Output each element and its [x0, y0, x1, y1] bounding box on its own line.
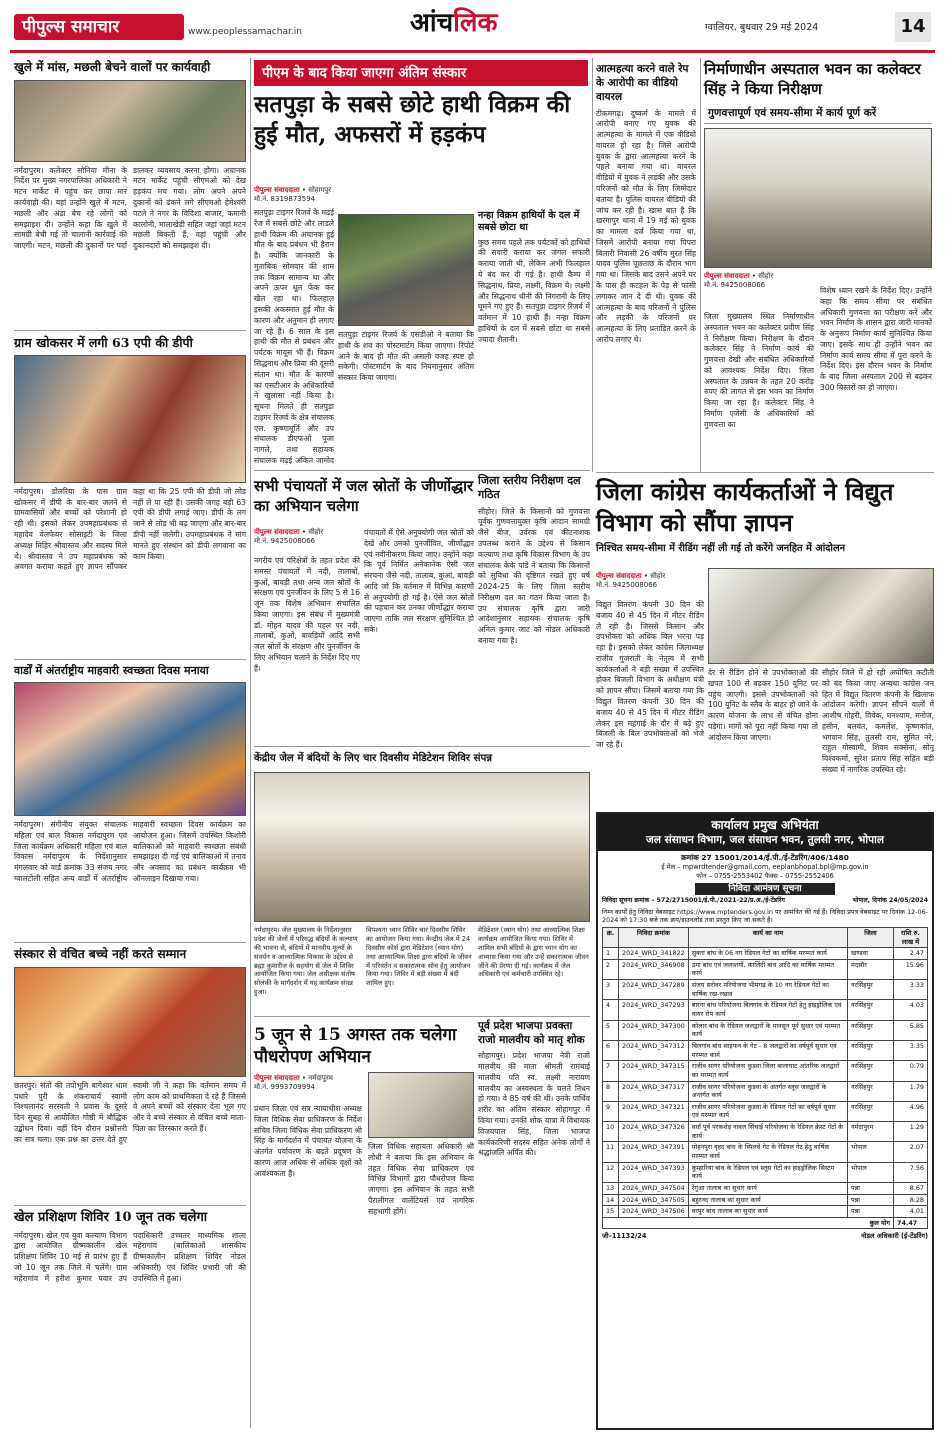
tender-cell: पन्ना: [848, 1182, 894, 1194]
story-body: टीकमगढ़। दुष्कर्म के मामले में आरोपी बनाए गए युवक की आत्महत्या के मामले में एक वीडियो वायरल हो रहा है। जिसे आरोपी युवक के द्वारा आत्महत्या करने के पहले बनाया गया था। वायरल वीडियो में युवक ने लड़की और उसके परिजनों को मौत के लिए जिम्मेदार बताया है। पुलिस वायरल वीडियो की जांच कर रही है। खास बात है कि खरगापुर थाना में 19 मई को युवक का मामला दर्ज किया गया था, जिसमें आरोपी बनाया गया पिपरा बिलारी निवासी 26 वर्षीय मुरत सिंह यादव पुलिस पूछताछ के दौरान भाग गया था। जिसके बाद उसने अपने घर के पास ही कटहल के पेड़ से फांसी लगाकर जान दे दी थी। युवक की आत्महत्या के बाद परिजनों ने पुलिस और लड़की के परिजनों पर आत्महत्या के लिए प्रताड़ित करने के आरोप लगाए थे।: [596, 108, 696, 344]
lead-byline: पीपुल्स संवाददाता • सोहागपुर मो.नं. 8319873594: [254, 186, 332, 204]
lead-body: सतपुड़ा टाइगर रिजर्व के मढ़ई रेंज में सबसे छोटे और लाडले हाथी विक्रम की अचानक हुई मौत के बाद प्रबंधन भी हैरान है। क्योंकि जानकारी के मुताबिक सोमवार की शाम तक विक्रम सामान्य था और अपने ऊपर धूल फेंक कर खेल रहा था। फिलहाल इसकी अकस्मात हुई मौत के कारण और अनुमान ही लगाए जा रहे हैं। 6 साल के इस हाथी की मौत से प्रबंधन और पर्यटक मायूस भी हैं। विक्रम सिद्धनाथ और प्रिया की दूसरी संतान था। मौत के कारणों का एसटीआर के अधिकारियों ने खुलासा नहीं किया है। सूचना मिलते ही सतपुड़ा टाइगर रिजर्व के क्षेत्र संचालक एल. कृष्णामूर्ति और उप संचालक डीएफओ पूजा नागले, तथा सहायक संचालक मढ़ई अंकित जामोद: [254, 208, 334, 465]
tender-cell: 2024_WRD_347321: [619, 1101, 689, 1121]
tender-row: [603, 959, 928, 979]
byline-phone: मो.नं. 9425008066: [596, 581, 658, 590]
congress-photo: [708, 568, 934, 664]
tender-cell: 2024_WRD_347289: [619, 980, 689, 1000]
tender-cell: बारना बांध परियोजना बिलगांव के रेडियल गेटों हेतु हाइड्रोलिक एवं वायर रोप कार्य: [688, 1000, 847, 1020]
col1: [14, 58, 246, 1428]
tender-cell: भोपाल: [848, 1162, 894, 1182]
jail-caption: मेडिटेशन (ध्यान योग) तथा आध्यात्मिक शिक्षा कार्यक्रम आयोजित किया गया। शिविर में शामिल सभी बंदियों के द्वारा ध्यान योग का अभ्यास किया गया और उन्हें सकारात्मक जीवन जीने की प्रेरणा दी गई। कार्यक्रम में जेल अधिकारी एवं कर्मचारी उपस्थित रहे।: [478, 926, 589, 979]
tender-cell: 11: [603, 1142, 619, 1162]
jail-headline[interactable]: केंद्रीय जेल में बंदियों के लिए चार दिवसीय मेडिटेशन शिविर संपन्न: [254, 752, 493, 764]
tender-cell: नरसिंहपुर: [848, 1040, 894, 1060]
jail-caption: नर्मदापुरम। जेल मुख्यालय के निर्देशानुसार प्रदेश की जेलों में परिरुद्ध बंदियों के कल्याण की भावना से, बंदियों में मानवीय मूल्यों के संवर्धन व आध्यात्मिक विकास के उद्देश्य से ब्रह्मा कुमारीज के सहयोग से जेल में शिविर आयोजित किया गया। जेल अधीक्षक संतोष सोलंकी के मार्गदर्शन में यह कार्यक्रम संपन्न हुआ।: [254, 926, 358, 997]
jail-meditation-photo: [254, 772, 590, 922]
tender-cell: 1.29: [894, 1122, 928, 1142]
byline-phone: मो.नं. 9993709994: [254, 1083, 316, 1092]
lead-kicker: पीएम के बाद किया जाएगा अंतिम संस्कार: [254, 60, 588, 86]
lead-headline[interactable]: सतपुड़ा के सबसे छोटे हाथी विक्रम की हुई मौत, अफसरों में हड़कंप: [254, 91, 571, 148]
tender-cell: 15: [603, 1206, 619, 1218]
story-headline[interactable]: ग्राम खोकसर में लगी 63 एपी की डीपी: [14, 334, 193, 350]
story-body: छतरपुर। संतों की तपोभूमि बागेश्वर धाम पधारे पुरी के शंकराचार्य स्वामी निश्चलानंद सरस्वती ने प्रवास के दूसरे दिन सुबह से आयोजित गोष्ठी में बौद्धिक उद्बोधन दिया। वहीं दिन दौरान प्रश्नोत्तरी का सत्र चला। एक प्रश्न का उत्तर देते हुए स्वामी जी ने कहा कि वर्तमान समय में लोग काम को प्राथमिकता दे रहे हैं जिससे वे अपने बच्चों को संस्कार देना भूल गए और वे बच्चे संस्कार से वंचित बच्चे माता-पिता का तिरस्कार करते हैं।: [14, 1080, 246, 1144]
tender-cell: 15.96: [894, 959, 928, 979]
tender-total-value: 74.47: [894, 1217, 928, 1229]
lead-sidebar: [478, 210, 590, 466]
tender-cell: पन्ना: [848, 1206, 894, 1218]
tender-cell: 8.67: [894, 1182, 928, 1194]
tender-col-header: जिला: [848, 927, 894, 947]
tender-cell: 2024_WRD_341822: [619, 948, 689, 960]
tender-cell: रेंगुआ तालाब का सुधार कार्य: [688, 1182, 847, 1194]
tender-cell: 0.79: [894, 1061, 928, 1081]
plantation-body: प्रधान जिला एवं सत्र न्यायाधीश अध्यक्ष जिला विधिक सेवा प्राधिकरण के निर्देश संचिव जिला विधिक सेवा प्राधिकरण श्री सिंह के मार्गदर्शन में पंचायत योजना के अंतर्गत पर्यावरण के बढ़ते प्रदूषण के कारण आज अधिक से अधिक वृक्षों को आवश्यकता है।: [254, 1104, 362, 1178]
section-title-prefix: आंच: [410, 8, 454, 38]
tender-cell: संजय सरोवर परियोजना भीमगढ़ के 10 नग रेडियल गेटों का वार्षिक रख-रखाव: [688, 980, 847, 1000]
tender-cell: 2: [603, 959, 619, 979]
tender-cell: 8: [603, 1081, 619, 1101]
tender-cell: 9: [603, 1101, 619, 1121]
tender-footer-ref: जी–11132/24: [602, 1232, 647, 1241]
story-body: विशेष ध्यान रखने के निर्देश दिए। उन्होंने कहा कि समय सीमा पर संबंधित अधिकारी गुणवत्ता का परीक्षण करें और भवन निर्माण के शासन द्वारा जारी मानकों के अनुरूप निर्माण कार्य सुनिश्चित किया जाए। इसके साथ ही उन्होंने भवन का निर्माण कार्य समय सीमा में पूरा करने के निर्देश दिए। इस दौरान भवन के निर्माण के बाद जिला अस्पताल 200 से बढ़कर 300 बिस्तरों का हो जाएगा।: [820, 286, 932, 393]
column-rule: [592, 58, 593, 472]
tender-total-row: [603, 1217, 928, 1229]
tender-cell: 2024_WRD_347393: [619, 1162, 689, 1182]
dateline: ग्वालियर, बुधवार 29 मई 2024: [705, 22, 819, 33]
tender-cell: 2024_WRD_346908: [619, 959, 689, 979]
story-headline[interactable]: पूर्व प्रदेश भाजपा प्रवक्ता राजो मालवीय को मातृ शोक: [478, 1020, 585, 1046]
divider: [14, 1205, 246, 1206]
congress-body: विद्युत वितरण कंपनी 30 दिन की बजाय 40 से 45 दिन में मीटर रीडिंग ले रही है। जिससे किसान और उपभोक्ता को अधिक बिल भरना पड़ रहा है। इसको लेकर कांग्रेस जिलाध्यक्ष राजीव गुजराती के नेतृत्व में सभी कार्यकर्ताओं ने बड़ी संख्या में उपस्थित होकर बिजली विभाग के अधीक्षण यंत्री को ज्ञापन सौंपा। जिसमें बताया गया कि विद्युत वितरण कंपनी 30 दिन की बजाय 40 से 45 दिन में मीटर रीडिंग लेकर इस महंगाई के दौर में बढ़े हुए बिजली के बिल उपभोक्ताओं को भेजे जा रहे हैं।: [596, 600, 704, 750]
shankaracharya-photo: [14, 967, 246, 1077]
tender-cell: 2024_WRD_347315: [619, 1061, 689, 1081]
sidebar-headline[interactable]: नन्हा विक्रम हाथियों के दल में सबसे छोटा था: [478, 210, 580, 234]
tender-cell: बिलगांव बांध साइफन के गेट - 8 जलद्वारों का वर्षपूर्व सुधार एवं मरम्मत कार्य: [688, 1040, 847, 1060]
byline-office: पीपुल्स संवाददाता: [704, 272, 750, 280]
tender-cell: 2024_WRD_347300: [619, 1020, 689, 1040]
tender-cell: मोहनपुरा वृहद बांध के स्पिलवे गेट के रेडियल गेट हेतु वार्षिक मरम्मत कार्य: [688, 1142, 847, 1162]
tender-cell: 2024_WRD_347504: [619, 1182, 689, 1194]
lead-body-tail: सतपुड़ा टाइगर रिजर्व के एसडीओ ने बताया कि हाथी के शव का पोस्टमार्टम किया जाएगा। रिपोर्ट आने के बाद ही मौत की असली वजह स्पष्ट हो सकेगी। पोस्टमार्टम के बाद नियमानुसार अंतिम संस्कार किया जाएगा।: [338, 330, 474, 383]
byline-office: पीपुल्स संवाददाता: [254, 186, 300, 194]
tender-cell: पन्ना: [848, 1194, 894, 1206]
tender-col-header: निविदा क्रमांक: [619, 927, 689, 947]
tender-row: [603, 1142, 928, 1162]
tender-table-body: [603, 948, 928, 1218]
tender-notice-date: भोपाल, दिनांक 24/05/2024: [852, 897, 928, 905]
tender-total-label: कुल योग: [603, 1217, 894, 1229]
tender-cell: 2024_WRD_347391: [619, 1142, 689, 1162]
byline-office: पीपुल्स संवाददाता: [254, 528, 300, 536]
jail-caption: विपश्यना ध्यान शिविर चार दिवसीय शिविर का आयोजन किया गया। केन्द्रीय जेल में 24 दिवसीय कोर्स द्वारा मेडिटेशन (ध्यान योग) तथा आध्यात्मिक शिक्षा द्वारा बंदियों के जीवन में परिवर्तन व सकारात्मक सोच हेतु आयोजन किया गया। शिविर में बड़ी संख्या में बंदी शामिल हुए।: [366, 926, 472, 988]
byline-office: पीपुल्स संवाददाता: [254, 1074, 300, 1082]
website-url[interactable]: www.peoplessamachar.in: [188, 27, 302, 37]
story-headline[interactable]: संस्कार से वंचित बच्चे नहीं करते सम्मान: [14, 947, 187, 962]
tender-cell: राजीव सागर परियोजना कुडवा जिला बालाघाट आंतरिक जलद्वारों का मरम्मत कार्य: [688, 1061, 847, 1081]
panchayat-byline: पीपुल्स संवाददाता • सीहोर मो.नं. 9425008066: [254, 528, 324, 546]
tender-row: [603, 1182, 928, 1194]
tender-cell: खण्डवा: [848, 948, 894, 960]
story-body: नर्मदापुरम। संगीनीय संयुक्त संचालक महिला एवं बाल विकास नर्मदापुरम एवं जिला कार्यक्रम अधिकारी महिला एवं बाल विकास नर्मदापुरम के निर्देशानुसार मंगलवार को वार्ड क्रमांक 33 संजय नगर ग्वालटोली सहित अन्य वार्डों में अंतर्राष्ट्रीय माहवारी स्वच्छता दिवस कार्यक्रम का आयोजन हुआ। जिसमें उपस्थित किशोरी बालिकाओं को माहवारी स्वच्छता संबंधी समझाइश दी गई एवं बालिकाओं में तनाव और अवसाद का प्रबंधन कार्यक्रम भी ऑनलाइन दिखाया गया।: [14, 820, 246, 884]
tender-cell: नरसिंहपुर: [848, 980, 894, 1000]
divider: [254, 1016, 590, 1017]
congress-body: देर से रीडिंग होने से उपभोक्ताओं की खपत 100 से बढ़कर 150 यूनिट पर पहुंच जाएगी। इससे उपभोक्ताओं को 100 यूनिट के स्लैब के बाहर हो जाने के कारण योजना के लाभ से वंचित होना पड़ेगा। मांगों को पूरा नहीं किया गया तो आंदोलन किया जाएगा।: [708, 668, 818, 742]
divider: [14, 659, 246, 660]
tender-cell: 6: [603, 1040, 619, 1060]
tender-cell: 4.03: [894, 1000, 928, 1020]
dp-photo: [14, 355, 246, 483]
tender-cell: 7.56: [894, 1162, 928, 1182]
divider: [596, 472, 934, 473]
story-body: नर्मदापुरम। खेल एवं युवा कल्याण विभाग द्वारा आयोजित ग्रीष्मकालीन खेल प्रशिक्षण शिविर 10 मई से प्रारंभ हुए हैं जो 10 जून तक जिले में चलेंगे। ग्राम महेरागांव में हरीश कुमार पवार उप पदाधिकारी उच्चतर माध्यमिक शाला महेरागांव (बालिकाओं शासकीय ग्रीष्मकालीन प्रशिक्षण शिविर नोडल अधिकारी) एवं शिविर प्रभारी जी की उपस्थिति में हुआ।: [14, 1230, 246, 1283]
tender-col-header: राशि रु. लाख में: [894, 927, 928, 947]
tender-col-header: कार्य का नाम: [688, 927, 847, 947]
tender-row: [603, 1061, 928, 1081]
tender-cell: राजीव सागर परियोजना कुडवा के अंतर्गत स्लूस जलद्वारों के अन्तर्गत कार्य: [688, 1081, 847, 1101]
byline-place: सीहोर: [650, 572, 666, 580]
tender-table-header: [603, 927, 928, 947]
tender-row: [603, 1101, 928, 1121]
shok-story: [478, 1020, 590, 1420]
tender-footer-sign: नोडल अधिकारी (ई-टेंडरिंग): [861, 1232, 928, 1241]
byline-place: नर्मदापुरम: [308, 1074, 333, 1082]
tender-cell: वरपुर बांध तालाब का सुधार कार्य: [688, 1206, 847, 1218]
byline-phone: मो.नं. 9425008066: [254, 537, 316, 546]
tender-cell: भोपाल: [848, 1142, 894, 1162]
tender-department: जल संसाधन विभाग, जल संसाधन भवन, तुलसी नगर, भोपाल: [646, 834, 884, 847]
tender-row: [603, 948, 928, 960]
tender-cell: 5: [603, 1020, 619, 1040]
tender-row: [603, 1194, 928, 1206]
column-rule: [250, 58, 251, 1428]
tender-cell: 14: [603, 1194, 619, 1206]
plantation-headline[interactable]: 5 जून से 15 अगस्त तक चलेगा पौधरोपण अभियान: [254, 1025, 457, 1068]
panchayat-headline[interactable]: सभी पंचायतों में जल स्रोतों के जीर्णोद्धार का अभियान चलेगा: [254, 477, 474, 516]
story-headline[interactable]: वार्डों में अंतर्राष्ट्रीय माहवारी स्वच्छता दिवस मनाया: [14, 663, 209, 677]
byline-place: सोहागपुर: [308, 186, 332, 194]
congress-subhead: निश्चित समय-सीमा में रीडिंग नहीं ली गई तो करेंगे जनहित में आंदोलन: [596, 543, 846, 554]
tender-row: [603, 1020, 928, 1040]
tender-header: [598, 814, 932, 851]
tender-cell: सुक्ता बांध के 06 नग रेडियल गेटों का वार्षिक मरम्मत कार्य: [688, 948, 847, 960]
masthead-rule: [10, 50, 935, 53]
tender-cell: 3: [603, 980, 619, 1000]
page-number: 14: [895, 12, 931, 42]
section-title-suffix: लिक: [453, 8, 498, 38]
tender-cell: कोलार बांध के रेडियल जलद्वारों के मानसून पूर्व सुधार एवं मरम्मत कार्य: [688, 1020, 847, 1040]
video-story: [596, 62, 696, 468]
tender-cell: 2024_WRD_347312: [619, 1040, 689, 1060]
plantation-byline: पीपुल्स संवाददाता • नर्मदापुरम मो.नं. 9993709994: [254, 1074, 333, 1092]
tender-cell: 3.33: [894, 980, 928, 1000]
tender-cell: 4.96: [894, 1101, 928, 1121]
tender-cell: 10: [603, 1122, 619, 1142]
story-body: सीहोर। जिले के किसानों को गुणवत्ता पूर्वक गुणवत्तायुक्त कृषि आदान सामग्री जैसे बीज, उर्वरक एवं कीटनाशक उपलब्ध कराने के उद्देश्य से किसान कल्याण तथा कृषि विकास विभाग के उप संचालक केके पांडे ने बताया कि किसानों को सुविधा की दृष्टिगत रखते हुए वर्ष 2024-25 के लिए जिला स्तरीय निरीक्षण दल का गठन किया जाता है। उप संचालक कृषि द्वारा जारी आदेशानुसार सहायक संचालक कृषि अनिल कुमार जाट को नोडल अधिकारी बनाया गया है।: [478, 506, 590, 645]
tender-ref: क्रमांक 27 15001/2014/ई.पी./ई-टेंडरिंग/406/1480: [681, 853, 849, 863]
tender-cell: 2024_WRD_347317: [619, 1081, 689, 1101]
tender-notice: [596, 812, 934, 1430]
plantation-body: जिला विधिक सहायता अधिकारी श्री लोधी ने बताया कि इस अभियान के तहत विधिक सेवा प्राधिकरण एवं विभिन्न विभागों द्वारा पौधरोपण किया जाएगा। इस अभियान के तहत सभी पैरालीगल वालेंटियर्स एवं नागरिक सहभागी होंगे।: [368, 1142, 474, 1216]
tender-cell: 7: [603, 1061, 619, 1081]
tender-notice-meta: [598, 897, 932, 905]
tender-cell: 2.47: [894, 948, 928, 960]
divider: [14, 942, 246, 943]
tender-cell: राजीव सागर परियोजना कुडवा के रेडियल गेटों का वर्षपूर्व सुधार एवं मरम्मत कार्य: [688, 1101, 847, 1121]
tender-table: [602, 927, 928, 1230]
tender-cell: 8.28: [894, 1194, 928, 1206]
byline-office: पीपुल्स संवाददाता: [596, 572, 642, 580]
congress-byline: पीपुल्स संवाददाता • सीहोर मो.नं. 9425008066: [596, 572, 666, 590]
tender-cell: 5.85: [894, 1020, 928, 1040]
story-body: नर्मदापुरम। कलेक्टर सोनिया मीना के निर्देश पर मुख्य नगरपालिका अधिकारी ने मटन मार्केट में पहुंच कर छापा मार कार्यवाही की। यहां उन्होंने खुले में मटन, मछली और अंडा बेच रहे लोगों को समझाइश दी। उन्होंने कहा कि खुले में सामग्री बेची गई तो चालानी कार्रवाई की जाएगी। मटन, मछली की दुकानों पर पर्दा डालकर व्यवसाय करना होगा। अचानक मटन मार्केट पहुंची सीएमओ को देख हड़कंप मच गया। लोग अपने अपने दुकानों को ढंकने लगे सीएमओ हेमेश्वरी पटले ने नगर के विदिशा बाजार, कमानी कालोनी, मालाखेड़ी सहित जहां जहां मटन मछली बिकती हैं, वहां पहुंची और दुकानदारों को समझाइश दी।: [14, 165, 246, 251]
story-headline[interactable]: खुले में मांस, मछली बेचने वालों पर कार्यवाही: [14, 60, 211, 74]
tender-footer: [598, 1229, 932, 1244]
tender-intro: निम्न कार्यों हेतु निविदा वेबसाइट https://www.mptenders.gov.in पर आमंत्रित की गई हैं। निविदा प्रपत्र वेबसाइट पर दिनांक 12-06-2024 को 17:30 बजे तक क्रय/डाउनलोड तथा प्रस्तुत किए जा सकते हैं।: [602, 907, 928, 925]
tender-col-header: क्र.: [603, 927, 619, 947]
sidebar-body: कुछ समय पहले तक पर्यटकों को हाथियों की सवारी कराया कर जंगल सफारी कराया जाती थी, लेकिन अभी फिलहाल ये बंद कर दी गई है। हाथी कैम्प में सिद्धनाथ, प्रिया, लक्ष्मी, विक्रम ये। लक्ष्मी और सिद्धनाथ थीनी की निगरानी के लिए घूमने गए हुए हैं। सतपुड़ा टाइगर रिजर्व में वर्तमान में 10 हाथी हैं। नन्हा विक्रम हाथियों के दल में सबसे छोटा था सबसे ज्यादा शैतानी।: [478, 237, 590, 344]
tender-cell: 2.07: [894, 1142, 928, 1162]
story-headline[interactable]: जिला स्तरीय निरीक्षण दल गठित: [478, 474, 581, 502]
tender-row: [603, 1000, 928, 1020]
tender-cell: 12: [603, 1162, 619, 1182]
lead-body-continued: [338, 330, 474, 466]
byline-phone: मो.नं. 8319873594: [254, 195, 316, 204]
tender-cell: 4: [603, 1000, 619, 1020]
section-title: [410, 6, 497, 41]
divider: [254, 746, 590, 747]
story-body: नर्मदापुरम। डोलरिया के पास ग्राम खोकसर में डीपी के बार-बार जलने से ग्रामवासियों और बच्चों को परेशानी हो रही थी। इसको लेकर उपमहाप्रबंधक से महादेव वेलफेयर सोसाइटी के जिला अध्यक्ष मिहिर श्रीवास्तव और सदस्य मिले थे। श्रीवास्तव ने उप महाप्रबंधक को अवगत कराया कहते हुए ज्ञापन सौंपकर कहा था कि 25 एपी की डीपी जो लोड नहीं ले पा रही है। उसकी जगह बड़ी 63 एपी की डीपी लगाई जाए। डीपी के लग जाने से लोड भी बढ़ जाएगा और बार-बार डीपी नहीं जलेगी। उपमहाप्रबंधक ने मांग मानते हुए संस्थान को डीपी लगवाना का काम किया।: [14, 486, 246, 572]
tender-notice-title: निविदा आमंत्रण सूचना: [695, 883, 835, 895]
tender-notice-ref: निविदा सूचना क्रमांक – 572/2715001/ई.पी./2021-22/प्र.अ./ई-टेंडरिंग: [602, 897, 785, 905]
panchayat-body: नगरीय एवं परिक्षेत्रों के तहत प्रदेश की समस्त पंचायतों में नदी, तालाबों, कुओं, बावड़ी तथा अन्य जल स्रोतों के संरक्षण एवं पुनर्जीवन के लिए 5 से 16 जून तक विशेष अभियान संचालित किया जाएगा। इस संबंध में मुख्यमंत्री डॉ. मोहन यादव की पहल पर नदी, तालाबों, कुओं, बावड़ियों आदि सभी जल स्रोतों के संरक्षण और पुनर्जीवन के लिए अभियान चलाने के निर्देश दिए गए हैं।: [254, 556, 360, 673]
tender-cell: 13: [603, 1182, 619, 1194]
divider: [14, 330, 246, 331]
tender-phone: फोन – 0755-2553402 फैक्स – 0755-2552406: [696, 872, 834, 881]
story-headline[interactable]: खेल प्रशिक्षण शिविर 10 जून तक चलेगा: [14, 1209, 208, 1225]
tender-cell: 2024_WRD_347506: [619, 1206, 689, 1218]
story-headline[interactable]: निर्माणाधीन अस्पताल भवन का कलेक्टर सिंह ने किया निरीक्षण: [704, 60, 921, 98]
tender-row: [603, 980, 928, 1000]
tender-email[interactable]: ई मेल – mpwrdtender@gmail.com, eeplanbhopal.bpl@mp.gov.in: [661, 863, 869, 872]
hospital-byline: पीपुल्स संवाददाता • सीहोर मो.नं. 9425008066: [704, 272, 774, 290]
inspection-story: [478, 470, 590, 742]
tender-cell: नरसिंहपुर: [848, 1020, 894, 1040]
market-photo: [14, 80, 246, 162]
masthead: [0, 0, 945, 56]
tender-cell: 2024_WRD_347293: [619, 1000, 689, 1020]
story-body: जिला मुख्यालय स्थित निर्माणाधीन अस्पताल भवन का कलेक्टर प्रवीण सिंह ने निरीक्षण किया। निरीक्षण के दौरान कलेक्टर सिंह ने निर्माण कार्य की गुणवत्ता देखी और संबंधित अधिकारियों को आवश्यक निर्देश दिए। जिला अस्पताल के उन्नयन के तहत 20 करोड़ रुपए की लागत से इस भवन का निर्माण किया जा रहा है। कलेक्टर सिंह ने निर्माण एजेंसी के अधिकारियों को गुणवत्ता का: [704, 312, 814, 429]
story-body: सोहागपुर। प्रदेश भाजपा नेत्री राजो मालवीय की माता श्रीमती रामबाई मालवीय पति स्व. लक्ष्मी नारायण मालवीय का अस्वस्थता के चलते निधन हो गया। वे 85 वर्ष की थीं। उनके पार्थिव शरीर का अंतिम संस्कार सोहागपुर में किया गया। उनकी शोक यात्रा में विधायक विजयपाल सिंह, जिला भाजपा कार्यकारिणी सदस्य सहित अनेक लोगों ने श्रद्धांजलि अर्पित की।: [478, 1051, 590, 1158]
logo-text: पीपुल्स समाचार: [22, 17, 120, 37]
plantation-photo: [368, 1072, 474, 1138]
tender-cell: 2024_WRD_347326: [619, 1122, 689, 1142]
tender-cell: बहुरनद तालाब का सुधार कार्य: [688, 1194, 847, 1206]
tender-table-wrap: [598, 927, 932, 1230]
tender-cell: 3.35: [894, 1040, 928, 1060]
tender-cell: उमा बांध एवं जलाशयों, कालिंदी बांध आदि का वार्षिक मरम्मत कार्य: [688, 959, 847, 979]
hospital-inspection-photo: [704, 128, 932, 268]
elephant-photo: [338, 214, 474, 326]
tender-office: कार्यालय प्रमुख अभियंता: [711, 818, 819, 832]
hospital-story: [704, 60, 932, 470]
tender-cell: मंदसौर: [848, 959, 894, 979]
tender-row: [603, 1162, 928, 1182]
tender-cell: नरसिंहपुर: [848, 1081, 894, 1101]
tender-cell: 1.79: [894, 1081, 928, 1101]
tender-row: [603, 1206, 928, 1218]
tender-cell: नरसिंहपुर: [848, 1000, 894, 1020]
congress-body: सीहोर जिले में हो रही अघोषित कटौती को बंद किया जाए अन्यथा कांग्रेस जन हित में विद्युत वितरण कंपनी के खिलाफ आंदोलन करेगी। ज्ञापन सौंपने वालों में आशीष गोहरी, विवेक, घनश्याम, मनोज, हसीन, बलवंत, कमलेश, कृष्णकांत, भगवान सिंह, तुलसी राम, सुमित नरे, राहुल गोस्वामी, शिवम सक्सेना, सोनू विश्वकर्मा, सुरेश प्रताप सिंह सहित बड़ी संख्या में नागरिक उपस्थित रहे।: [822, 668, 934, 775]
hygiene-day-photo: [14, 682, 246, 816]
tender-cell: नरसिंहपुर: [848, 1101, 894, 1121]
tender-row: [603, 1040, 928, 1060]
tender-cell: नर्मदापुरम: [848, 1122, 894, 1142]
byline-place: सीहोर: [308, 528, 324, 536]
tender-cell: 2024_WRD_347505: [619, 1194, 689, 1206]
tender-row: [603, 1081, 928, 1101]
congress-headline[interactable]: जिला कांग्रेस कार्यकर्ताओं ने विद्युत विभाग को सौंपा ज्ञापन: [596, 477, 894, 538]
story-subhead: गुणवत्तापूर्ण एवं समय-सीमा में कार्य पूर्ण करें: [704, 103, 932, 124]
tender-row: [603, 1122, 928, 1142]
tender-cell: वर्धा पूर्व परकशेड़ नावल सिंचाई परियोजना के रेडियल क्रेस्ट गेटों के कार्य: [688, 1122, 847, 1142]
tender-cell: 1: [603, 948, 619, 960]
tender-cell: कुम्हारिया बांध के रेडियल एवं स्लूस गेटों का हाइड्रोलिक सिस्टम कार्य: [688, 1162, 847, 1182]
byline-place: सीहोर: [758, 272, 774, 280]
tender-cell: नरसिंहपुर: [848, 1061, 894, 1081]
tender-cell: 4.01: [894, 1206, 928, 1218]
column-rule: [700, 58, 701, 472]
story-headline[interactable]: आत्महत्या करने वाले रेप के आरोपी का वीडियो वायरल: [596, 63, 689, 104]
panchayat-body: पंचायतों में ऐसे अनुपयोगी जल स्रोतों को देखें और उनको पुनर्जीवित, जीर्णोद्धार एवं नवीनीकरण किया जाए। उन्होंने कहा कि पूर्व निर्मित अनेकानेक ऐसी जल संरचना जैसे नदी, तालाब, कुआं, बावड़ी आदि जो कि वर्तमान में विभिन्न कारणों से अनुपयोगी हो गई है। ऐसे जल स्रोतों की पहचान कर उनका जीर्णोद्धार कराया जाएगा ताकि जल संरक्षण सुनिश्चित हो सके।: [364, 528, 474, 635]
byline-phone: मो.नं. 9425008066: [704, 281, 766, 290]
